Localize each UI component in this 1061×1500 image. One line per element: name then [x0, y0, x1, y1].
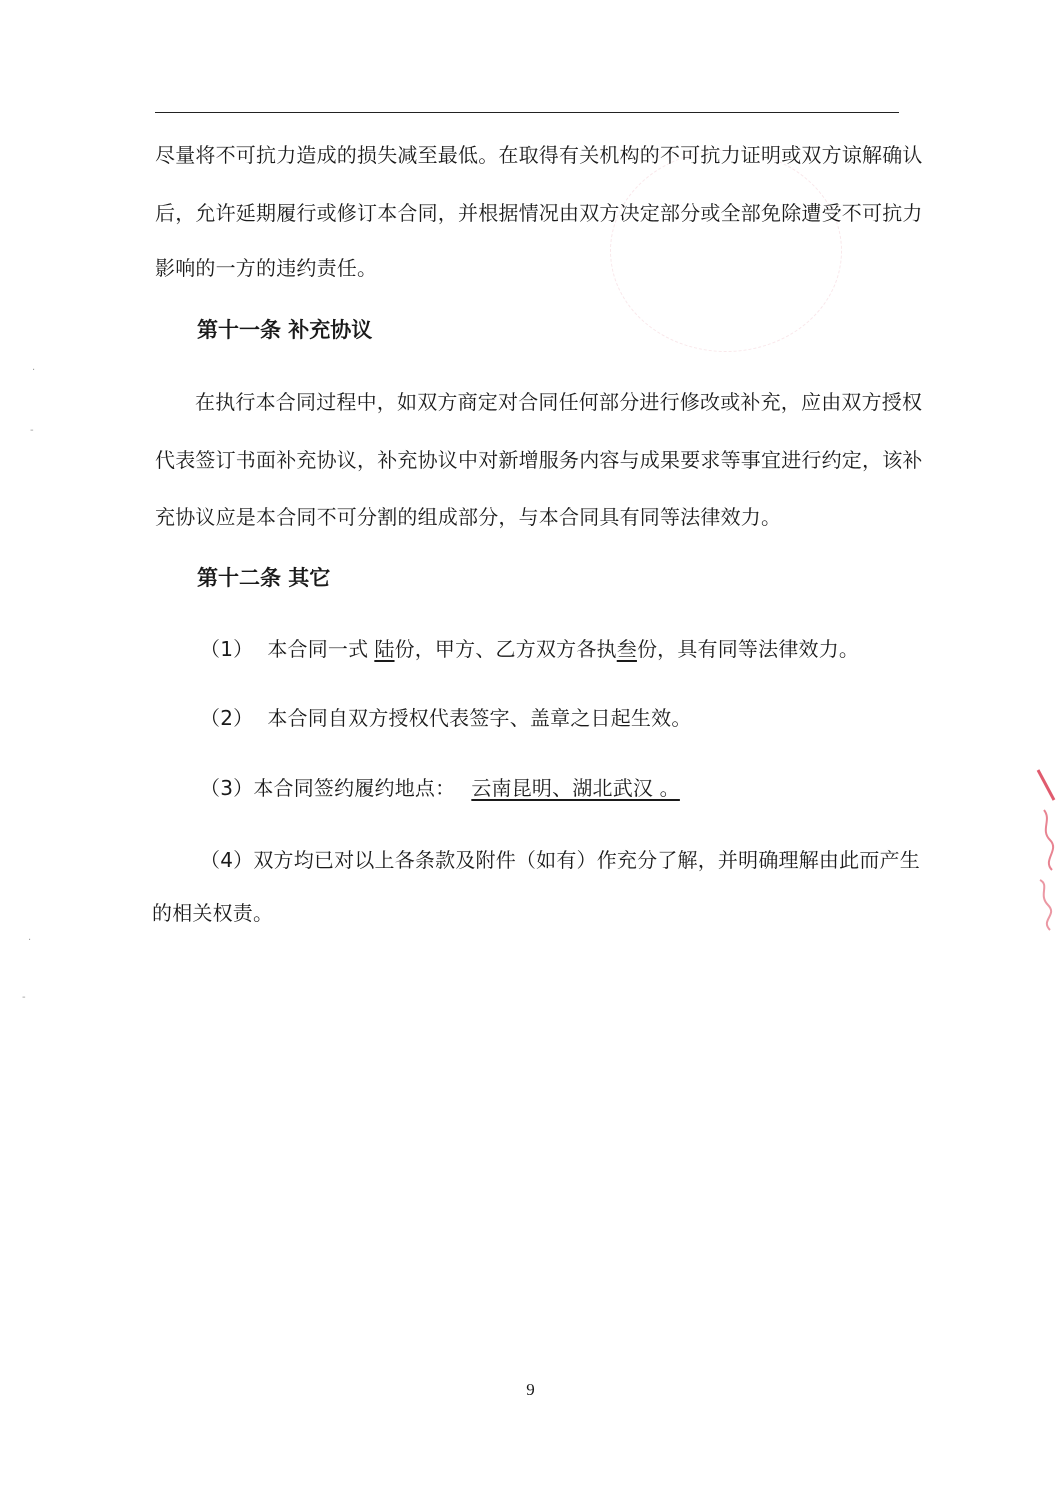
clause-number: （1） — [200, 637, 254, 661]
paragraph-line: 后，允许延期履行或修订本合同，并根据情况由双方决定部分或全部免除遭受不可抗力 — [155, 201, 923, 225]
header-rule — [155, 112, 899, 113]
clause-text: 份，甲方、乙方双方各执 — [394, 637, 617, 661]
clause-text: 份，具有同等法律效力。 — [636, 637, 860, 661]
partial-seal-mark — [1030, 760, 1060, 960]
page-number: 9 — [526, 1380, 535, 1399]
article-12-heading: 第十二条 其它 — [197, 566, 331, 590]
copies-count: 陆 — [374, 637, 395, 661]
article-11-heading: 第十一条 补充协议 — [197, 318, 373, 342]
paragraph-line: 代表签订书面补充协议，补充协议中对新增服务内容与成果要求等事宜进行约定，该补 — [155, 448, 923, 472]
copies-each: 叁 — [616, 637, 637, 661]
paragraph-line: 充协议应是本合同不可分割的组成部分，与本合同具有同等法律效力。 — [155, 505, 782, 529]
scan-speck: · — [28, 935, 32, 946]
scan-speck: - — [30, 425, 34, 436]
paragraph-line: 在执行本合同过程中，如双方商定对合同任何部分进行修改或补充，应由双方授权 — [195, 390, 923, 414]
clause-text: 本合同一式 — [267, 637, 369, 661]
clause-2 — [200, 703, 692, 733]
clause-number: （3） — [200, 776, 254, 800]
scan-speck: - — [22, 992, 26, 1003]
paragraph-line: 尽量将不可抗力造成的损失减至最低。在取得有关机构的不可抗力证明或双方谅解确认 — [155, 143, 923, 167]
paragraph-line: 的相关权责。 — [152, 901, 274, 925]
paragraph-line: 影响的一方的违约责任。 — [155, 256, 378, 280]
scan-speck: · — [32, 365, 36, 376]
signing-location: 云南昆明、湖北武汉 。 — [471, 776, 680, 800]
clause-text: 本合同签约履约地点： — [253, 776, 456, 800]
faint-seal-impression — [610, 150, 842, 352]
clause-3 — [200, 773, 690, 803]
clause-1 — [200, 634, 859, 664]
clause-number: （2） — [200, 706, 254, 730]
clause-text: 本合同自双方授权代表签字、盖章之日起生效。 — [267, 706, 692, 730]
paragraph-line: （4）双方均已对以上各条款及附件（如有）作充分了解，并明确理解由此而产生 — [200, 848, 920, 872]
